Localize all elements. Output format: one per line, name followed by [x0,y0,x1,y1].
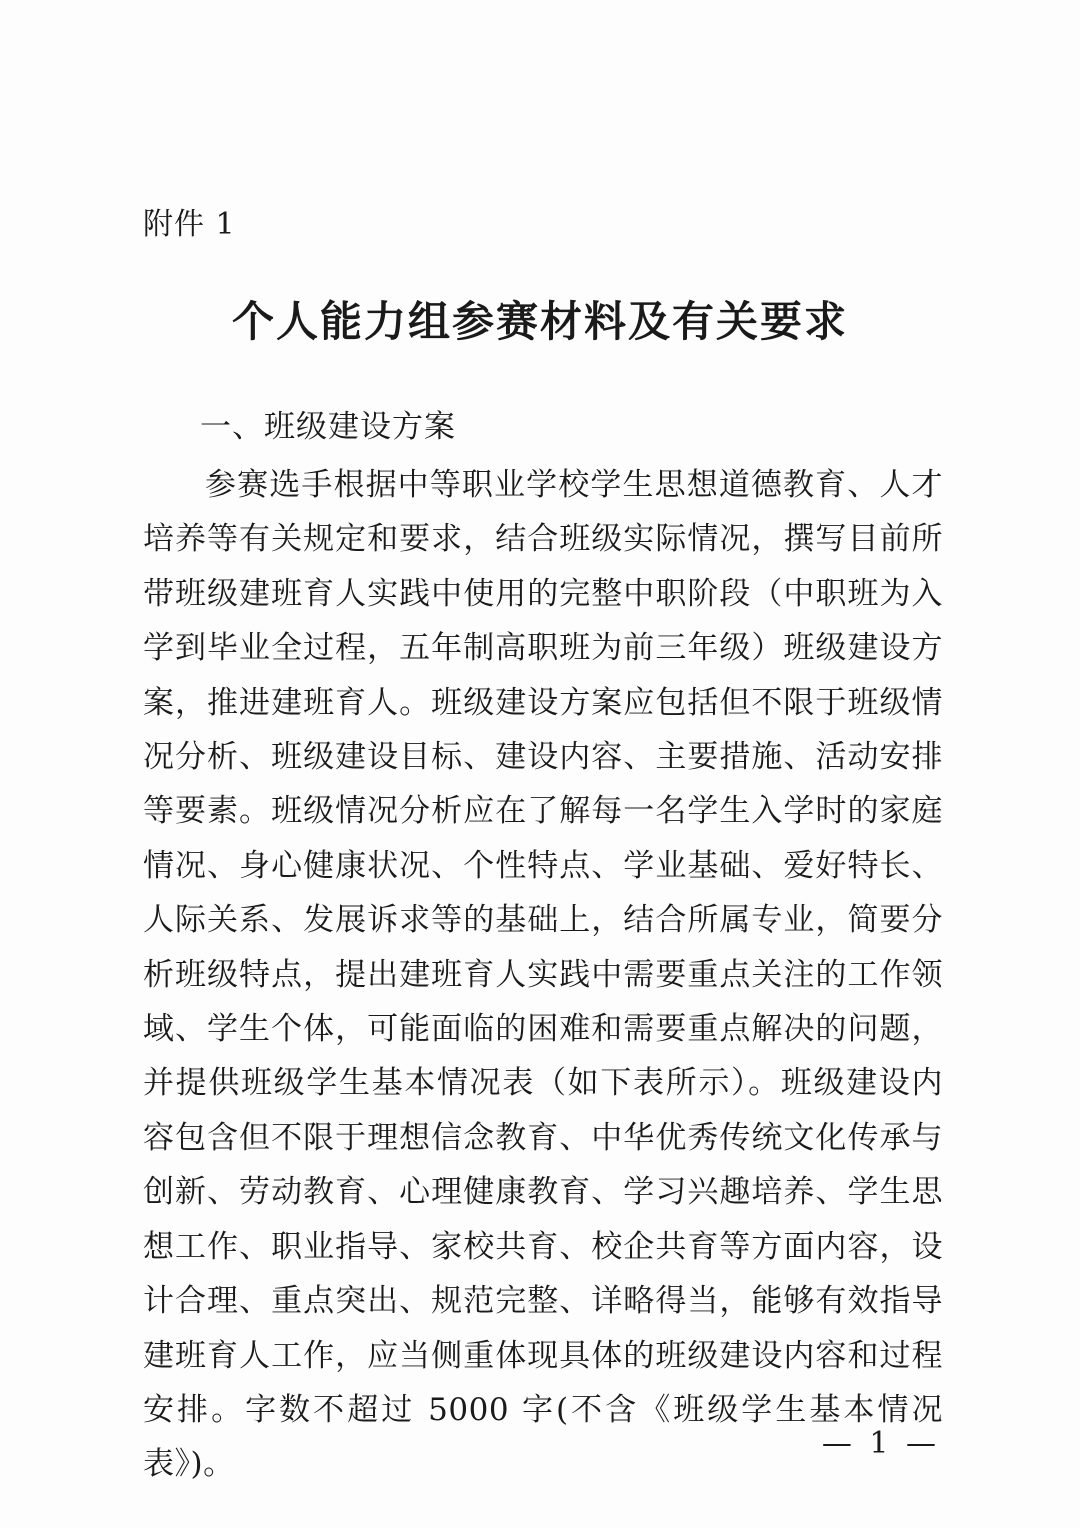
page-number: — 1 — [821,1426,940,1461]
attachment-label: 附件 1 [143,207,236,242]
body-paragraph: 参赛选手根据中等职业学校学生思想道德教育、人才培养等有关规定和要求，结合班级实际情况，撰写目前所带班级建班育人实践中使用的完整中职阶段（中职班为入学到毕业全过程，五年制高职班为前三年级）班级建设方案，推进建班育人。班级建设方案应包括但不限于班级情况分析、班级建设目标、建设内容、主要措施、活动安排等要素。班级情况分析应在了解每一名学生入学时的家庭情况、身心健康状况、个性特点、学业基础、爱好特长、人际关系、发展诉求等的基础上，结合所属专业，简要分析班级特点，提出建班育人实践中需要重点关注的工作领域、学生个体，可能面临的困难和需要重点解决的问题，并提供班级学生基本情况表（如下表所示）。班级建设内容包含但不限于理想信念教育、中华优秀传统文化传承与创新、劳动教育、心理健康教育、学习兴趣培养、学生思想工作、职业指导、家校共育、校企共育等方面内容，设计合理、重点突出、规范完整、详略得当，能够有效指导建班育人工作，应当侧重体现具体的班级建设内容和过程安排。字数不超过 5000 字(不含《班级学生基本情况表》)。 [143,467,943,1483]
section-heading: 一、班级建设方案 [200,409,456,445]
document-title: 个人能力组参赛材料及有关要求 [231,297,848,346]
